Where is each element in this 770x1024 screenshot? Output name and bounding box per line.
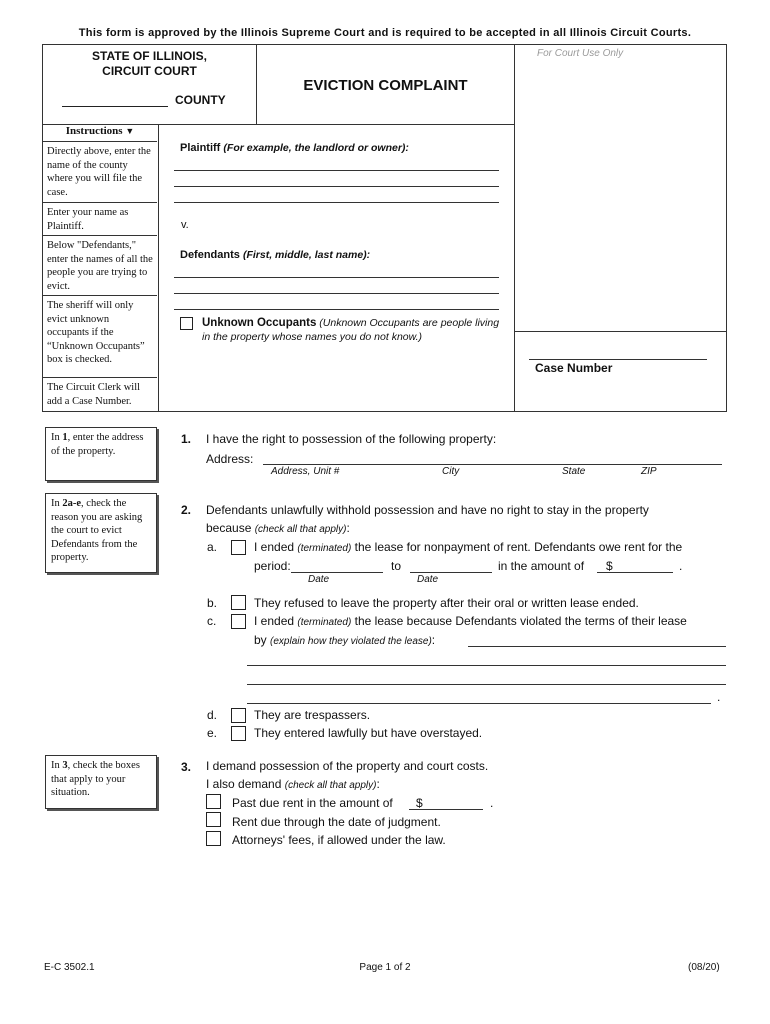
instructions-header: [43, 124, 157, 142]
option-a-text-end: the lease for nonpayment of rent. Defendants owe rent for the: [354, 540, 683, 554]
option-a-checkbox[interactable]: [231, 540, 246, 555]
period-label: period:: [254, 559, 291, 573]
page-number: Page 1 of 2: [359, 962, 411, 973]
revision-date: (08/20): [688, 962, 720, 973]
versus-label: v.: [181, 219, 189, 231]
by-label: by: [254, 633, 267, 647]
defendants-line-2[interactable]: [174, 293, 499, 294]
rent-through-judgment-text: Rent due through the date of judgment.: [232, 815, 441, 829]
note-section-1: In 1, enter the address of the property.: [45, 427, 157, 481]
unknown-occupants-label: Unknown Occupants: [202, 317, 317, 329]
caption-box: [42, 44, 727, 412]
period-end-date-field[interactable]: [410, 572, 492, 573]
address-field[interactable]: [263, 464, 722, 465]
option-e-letter: e.: [207, 726, 218, 740]
violation-line-4[interactable]: [247, 703, 711, 704]
because-label: because: [206, 521, 252, 535]
form-title: EVICTION COMPLAINT: [303, 77, 468, 94]
option-c-text-end: the lease because Defendants violated the terms of their lease: [354, 614, 687, 628]
option-b-text: They refused to leave the property after their oral or written lease ended.: [254, 596, 639, 610]
option-b-checkbox[interactable]: [231, 595, 246, 610]
section-3-number: 3.: [181, 760, 192, 774]
court-state: STATE OF ILLINOIS,: [92, 49, 207, 63]
rent-through-judgment-checkbox[interactable]: [206, 812, 221, 827]
defendants-label: Defendants: [180, 249, 240, 261]
amount-label: in the amount of: [498, 559, 585, 573]
option-c-checkbox[interactable]: [231, 614, 246, 629]
period-start-date-field[interactable]: [291, 572, 383, 573]
past-due-end-dot: .: [490, 796, 494, 810]
past-due-rent-text: Past due rent in the amount of: [232, 796, 393, 810]
unknown-occupants-hint: (Unknown Occupants are people living in the property whose names you do not know.): [202, 317, 500, 343]
because-hint: (check all that apply): [254, 524, 347, 535]
county-label: COUNTY: [175, 93, 226, 107]
option-c-letter: c.: [207, 614, 217, 628]
violation-end-dot: .: [717, 690, 721, 704]
option-d-checkbox[interactable]: [231, 708, 246, 723]
dollar-sign-past-due: $: [416, 796, 423, 810]
unknown-occupants-checkbox[interactable]: [180, 317, 193, 330]
triangle-down-icon: ▼: [125, 126, 135, 136]
form-number: E-C 3502.1: [44, 962, 95, 973]
defendants-hint: (First, middle, last name):: [242, 249, 371, 261]
instructions-title: Instructions: [65, 125, 123, 137]
city-sublabel: City: [442, 466, 460, 477]
past-due-rent-checkbox[interactable]: [206, 794, 221, 809]
address-sublabel: Address, Unit #: [271, 466, 340, 477]
to-label: to: [391, 559, 402, 573]
option-e-checkbox[interactable]: [231, 726, 246, 741]
rent-amount-field[interactable]: [597, 572, 673, 573]
option-c-hint: (terminated): [297, 617, 352, 628]
instruction-defendants: Below "Defendants," enter the names of all the people you are trying to evict.: [43, 236, 157, 296]
section-1-number: 1.: [181, 432, 192, 446]
option-a-hint: (terminated): [297, 543, 352, 554]
plaintiff-label: Plaintiff: [180, 142, 221, 154]
instruction-case-number: The Circuit Clerk will add a Case Number.: [47, 382, 141, 407]
violation-line-2[interactable]: [247, 665, 726, 666]
plaintiff-line-1[interactable]: [174, 170, 499, 171]
past-due-amount-field[interactable]: [409, 809, 483, 810]
plaintiff-line-3[interactable]: [174, 202, 499, 203]
state-sublabel: State: [562, 466, 586, 477]
note-section-2: In 2a-e, check the reason you are asking the court to evict Defendants from the property.: [45, 493, 157, 573]
instruction-county: Directly above, enter the name of the county where you will file the case.: [43, 142, 157, 203]
option-a-letter: a.: [207, 540, 218, 554]
case-number-field[interactable]: [529, 359, 707, 360]
attorneys-fees-checkbox[interactable]: [206, 831, 221, 846]
plaintiff-line-2[interactable]: [174, 186, 499, 187]
address-label: Address:: [206, 452, 254, 466]
approval-notice: This form is approved by the Illinois Supreme Court and is required to be accepted in all Illinois Circuit Courts.: [78, 27, 692, 39]
section-2-number: 2.: [181, 503, 192, 517]
section-1-text: I have the right to possession of the following property:: [206, 432, 497, 446]
instruction-plaintiff: Enter your name as Plaintiff.: [43, 203, 157, 236]
option-e-text: They entered lawfully but have overstayed.: [254, 726, 483, 740]
court-use-label: For Court Use Only: [537, 48, 624, 59]
county-field[interactable]: [62, 106, 168, 107]
option-b-letter: b.: [207, 596, 218, 610]
option-d-text: They are trespassers.: [254, 708, 371, 722]
option-c-text-start: I ended: [254, 614, 295, 628]
date-sublabel-1: Date: [308, 574, 330, 585]
date-sublabel-2: Date: [417, 574, 439, 585]
section-2-text: Defendants unlawfully withhold possession and have no right to stay in the property: [206, 503, 649, 517]
option-d-letter: d.: [207, 708, 218, 722]
court-name: CIRCUIT COURT: [102, 64, 197, 78]
defendants-line-3[interactable]: [174, 309, 499, 310]
violation-line-1[interactable]: [468, 646, 726, 647]
attorneys-fees-text: Attorneys' fees, if allowed under the law.: [232, 833, 446, 847]
also-demand-hint: (check all that apply): [284, 780, 377, 791]
dollar-sign-a: $: [606, 559, 613, 573]
period-end-dot: .: [679, 559, 683, 573]
by-hint: (explain how they violated the lease): [270, 636, 432, 647]
zip-sublabel: ZIP: [641, 466, 657, 477]
case-number-label: Case Number: [535, 361, 613, 375]
section-3-text: I demand possession of the property and court costs.: [206, 759, 489, 773]
note-section-3: In 3, check the boxes that apply to your situation.: [45, 755, 157, 809]
defendants-line-1[interactable]: [174, 277, 499, 278]
plaintiff-hint: (For example, the landlord or owner):: [223, 142, 409, 154]
instruction-unknown-occupants: The sheriff will only evict unknown occupants if the “Unknown Occupants” box is checked.: [43, 296, 157, 378]
option-a-text-start: I ended: [254, 540, 295, 554]
also-demand-label: I also demand: [206, 777, 282, 791]
violation-line-3[interactable]: [247, 684, 726, 685]
